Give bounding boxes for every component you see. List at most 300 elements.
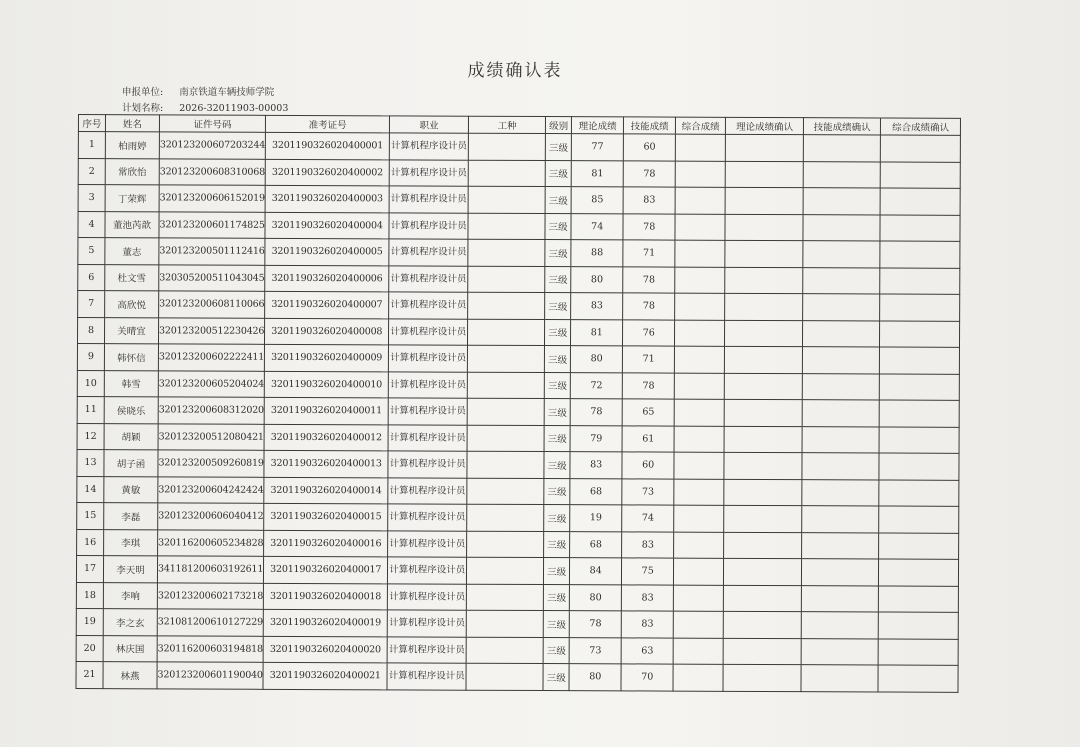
skill-score-cell: 71 (623, 240, 675, 267)
table-row (76, 608, 958, 638)
level-cell: 三级 (545, 293, 571, 320)
work-type-cell (468, 160, 545, 187)
occupation-cell: 计算机程序设计员 (389, 159, 468, 186)
skill-confirm-cell (802, 453, 879, 480)
id-number-cell: 320123200606040412 (158, 503, 264, 530)
occupation-cell: 计算机程序设计员 (387, 610, 466, 637)
row-number: 1 (78, 132, 105, 159)
work-type-cell (468, 319, 545, 346)
work-type-cell (468, 292, 545, 319)
level-cell: 三级 (545, 266, 571, 293)
combined-score-cell (675, 214, 725, 241)
skill-confirm-cell (802, 426, 879, 453)
theory-score-cell: 73 (569, 637, 621, 664)
work-type-cell (466, 663, 543, 690)
skill-score-cell: 73 (622, 478, 674, 505)
occupation-cell: 计算机程序设计员 (388, 477, 467, 504)
combined-score-cell (676, 134, 726, 161)
name-cell: 韩怀信 (104, 344, 158, 371)
name-cell: 林燕 (103, 662, 157, 689)
name-cell: 柏雨婷 (105, 132, 159, 159)
table-row (78, 158, 960, 188)
work-type-cell (468, 345, 545, 372)
skill-confirm-cell (802, 559, 879, 586)
theory-confirm-cell (724, 558, 802, 585)
skill-confirm-cell (802, 479, 879, 506)
combined-confirm-cell (880, 294, 960, 321)
skill-confirm-cell (803, 267, 880, 294)
name-cell: 韩雪 (104, 370, 158, 397)
table-row (78, 185, 960, 215)
work-type-cell (468, 239, 545, 266)
theory-confirm-cell (725, 320, 803, 347)
occupation-cell: 计算机程序设计员 (388, 557, 467, 584)
row-number: 5 (78, 238, 105, 265)
row-number: 4 (78, 211, 105, 238)
level-cell: 三级 (546, 134, 572, 161)
id-number-cell: 341181200603192611 (157, 556, 263, 583)
row-number: 17 (76, 555, 103, 582)
combined-score-cell (674, 452, 724, 479)
work-type-cell (467, 557, 544, 584)
combined-confirm-cell (879, 532, 959, 559)
theory-confirm-cell (723, 664, 801, 691)
row-number: 11 (77, 396, 104, 423)
combined-score-cell (674, 505, 724, 532)
skill-score-cell: 78 (623, 266, 675, 293)
theory-confirm-cell (725, 293, 803, 320)
level-cell: 三级 (544, 452, 570, 479)
name-cell: 董池芮歆 (105, 211, 159, 238)
skill-score-cell: 76 (623, 319, 675, 346)
name-cell: 关晴宜 (104, 317, 158, 344)
theory-confirm-cell (724, 532, 802, 559)
score-confirmation-table (75, 114, 961, 692)
combined-confirm-cell (878, 612, 958, 639)
combined-confirm-cell (879, 506, 959, 533)
id-number-cell: 320123200501112416 (159, 238, 265, 265)
column-header: 证件号码 (159, 115, 265, 132)
level-cell: 三级 (545, 346, 571, 373)
theory-confirm-cell (724, 373, 802, 400)
skill-score-cell: 70 (621, 664, 673, 691)
id-number-cell: 320123200608312020 (158, 397, 264, 424)
name-cell: 李之玄 (103, 609, 157, 636)
occupation-cell: 计算机程序设计员 (387, 663, 466, 690)
name-cell: 胡颖 (104, 423, 158, 450)
skill-score-cell: 75 (622, 558, 674, 585)
combined-confirm-cell (880, 241, 960, 268)
work-type-cell (467, 398, 544, 425)
row-number: 19 (76, 608, 103, 635)
skill-confirm-cell (802, 532, 879, 559)
occupation-cell: 计算机程序设计员 (389, 265, 468, 292)
row-number: 13 (77, 449, 104, 476)
skill-confirm-cell (801, 665, 878, 692)
occupation-cell: 计算机程序设计员 (389, 292, 468, 319)
theory-confirm-cell (723, 638, 801, 665)
row-number: 7 (78, 291, 105, 318)
skill-score-cell: 78 (623, 213, 675, 240)
column-header: 工种 (469, 116, 546, 133)
skill-confirm-cell (803, 241, 880, 268)
combined-score-cell (674, 426, 724, 453)
name-cell: 丁荣辉 (105, 185, 159, 212)
combined-score-cell (675, 240, 725, 267)
exam-number-cell: 3201190326020400005 (265, 238, 389, 265)
exam-number-cell: 3201190326020400001 (266, 132, 390, 159)
work-type-cell (466, 610, 543, 637)
level-cell: 三级 (544, 505, 570, 532)
exam-number-cell: 3201190326020400015 (264, 503, 388, 530)
column-header: 姓名 (105, 115, 159, 132)
skill-confirm-cell (803, 294, 880, 321)
id-number-cell: 320123200605204024 (158, 370, 264, 397)
name-cell: 侯晓乐 (104, 397, 158, 424)
theory-confirm-cell (724, 585, 802, 612)
combined-score-cell (673, 611, 723, 638)
level-cell: 三级 (545, 160, 571, 187)
work-type-cell (467, 372, 544, 399)
table-row (76, 582, 958, 612)
name-cell: 董志 (105, 238, 159, 265)
skill-score-cell: 74 (622, 505, 674, 532)
column-header: 综合成绩 (676, 117, 726, 134)
column-header: 技能成绩 (624, 117, 676, 134)
column-header: 技能成绩确认 (804, 118, 881, 135)
theory-score-cell: 68 (570, 531, 622, 558)
column-header: 序号 (78, 115, 105, 132)
theory-score-cell: 68 (570, 478, 622, 505)
table-row (77, 502, 959, 532)
occupation-cell: 计算机程序设计员 (389, 186, 468, 213)
skill-score-cell: 61 (622, 425, 674, 452)
exam-number-cell: 3201190326020400006 (265, 265, 389, 292)
theory-score-cell: 80 (571, 266, 623, 293)
skill-score-cell: 60 (622, 452, 674, 479)
level-cell: 三级 (543, 637, 569, 664)
skill-score-cell: 83 (622, 584, 674, 611)
document-title: 成绩确认表 (467, 61, 563, 81)
exam-number-cell: 3201190326020400002 (265, 159, 389, 186)
row-number: 18 (76, 582, 103, 609)
combined-score-cell (674, 585, 724, 612)
exam-number-cell: 3201190326020400011 (264, 397, 388, 424)
id-number-cell: 320116200605234828 (158, 529, 264, 556)
level-cell: 三级 (544, 584, 570, 611)
theory-score-cell: 83 (570, 452, 622, 479)
exam-number-cell: 3201190326020400021 (263, 662, 387, 689)
table-row (77, 370, 959, 400)
name-cell: 常欣怡 (105, 158, 159, 185)
exam-number-cell: 3201190326020400003 (265, 185, 389, 212)
work-type-cell (467, 504, 544, 531)
occupation-cell: 计算机程序设计员 (387, 636, 466, 663)
id-number-cell: 320123200607203244 (159, 132, 265, 159)
combined-score-cell (673, 638, 723, 665)
name-cell: 胡子函 (104, 450, 158, 477)
exam-number-cell: 3201190326020400013 (264, 450, 388, 477)
row-number: 12 (77, 423, 104, 450)
level-cell: 三级 (543, 611, 569, 638)
exam-number-cell: 3201190326020400009 (265, 344, 389, 371)
table-row (77, 344, 959, 374)
skill-confirm-cell (802, 585, 879, 612)
combined-confirm-cell (880, 347, 960, 374)
table-row (76, 635, 958, 665)
plan-name-value: 2026-32011903-00003 (179, 103, 289, 114)
name-cell: 李响 (103, 582, 157, 609)
level-cell: 三级 (544, 372, 570, 399)
level-cell: 三级 (544, 425, 570, 452)
skill-confirm-cell (801, 612, 878, 639)
theory-confirm-cell (726, 134, 804, 161)
row-number: 14 (77, 476, 104, 503)
name-cell: 杜文雪 (105, 264, 159, 291)
combined-score-cell (675, 267, 725, 294)
row-number: 6 (78, 264, 105, 291)
exam-number-cell: 3201190326020400019 (263, 609, 387, 636)
occupation-cell: 计算机程序设计员 (389, 345, 468, 372)
column-header: 职业 (390, 116, 469, 133)
skill-score-cell: 60 (624, 134, 676, 161)
table-row (77, 529, 959, 559)
row-number: 21 (76, 661, 103, 688)
theory-confirm-cell (725, 240, 803, 267)
table-row (78, 264, 960, 294)
table-row (77, 317, 959, 347)
exam-number-cell: 3201190326020400010 (264, 371, 388, 398)
level-cell: 三级 (545, 319, 571, 346)
theory-score-cell: 80 (570, 584, 622, 611)
name-cell: 李天明 (103, 556, 157, 583)
occupation-cell: 计算机程序设计员 (388, 583, 467, 610)
id-number-cell: 320123200512230426 (158, 317, 264, 344)
id-number-cell: 320305200511043045 (159, 264, 265, 291)
theory-confirm-cell (724, 479, 802, 506)
name-cell: 李琪 (104, 529, 158, 556)
theory-score-cell: 19 (570, 505, 622, 532)
id-number-cell: 320123200601190040 (157, 662, 263, 689)
work-type-cell (466, 637, 543, 664)
combined-score-cell (674, 558, 724, 585)
theory-score-cell: 85 (571, 187, 623, 214)
work-type-cell (467, 451, 544, 478)
column-header: 准考证号 (266, 115, 390, 133)
theory-score-cell: 84 (570, 558, 622, 585)
id-number-cell: 320123200602222411 (158, 344, 264, 371)
skill-score-cell: 78 (623, 160, 675, 187)
table-row (78, 132, 960, 162)
row-number: 20 (76, 635, 103, 662)
combined-confirm-cell (879, 374, 959, 401)
combined-confirm-cell (879, 400, 959, 427)
id-number-cell: 320123200606152019 (159, 185, 265, 212)
table-row (78, 291, 960, 321)
level-cell: 三级 (545, 240, 571, 267)
work-type-cell (468, 266, 545, 293)
combined-confirm-cell (881, 135, 961, 162)
skill-score-cell: 63 (621, 637, 673, 664)
column-header: 理论成绩 (572, 117, 624, 134)
row-number: 10 (77, 370, 104, 397)
skill-confirm-cell (802, 373, 879, 400)
occupation-cell: 计算机程序设计员 (388, 371, 467, 398)
row-number: 16 (77, 529, 104, 556)
table-row (77, 423, 959, 453)
occupation-cell: 计算机程序设计员 (388, 451, 467, 478)
skill-score-cell: 78 (622, 372, 674, 399)
combined-score-cell (674, 399, 724, 426)
combined-confirm-cell (879, 479, 959, 506)
theory-confirm-cell (725, 346, 803, 373)
work-type-cell (467, 478, 544, 505)
theory-confirm-cell (725, 267, 803, 294)
combined-confirm-cell (879, 585, 959, 612)
exam-number-cell: 3201190326020400016 (264, 530, 388, 557)
exam-number-cell: 3201190326020400018 (264, 583, 388, 610)
combined-score-cell (675, 346, 725, 373)
name-cell: 高欣悦 (105, 291, 159, 318)
occupation-cell: 计算机程序设计员 (389, 212, 468, 239)
exam-number-cell: 3201190326020400014 (264, 477, 388, 504)
theory-confirm-cell (724, 452, 802, 479)
skill-confirm-cell (802, 506, 879, 533)
occupation-cell: 计算机程序设计员 (389, 239, 468, 266)
exam-number-cell: 3201190326020400008 (265, 318, 389, 345)
theory-score-cell: 80 (571, 346, 623, 373)
level-cell: 三级 (543, 664, 569, 691)
theory-confirm-cell (724, 399, 802, 426)
combined-confirm-cell (879, 559, 959, 586)
exam-number-cell: 3201190326020400020 (263, 636, 387, 663)
id-number-cell: 320116200603194818 (157, 635, 263, 662)
level-cell: 三级 (545, 187, 571, 214)
id-number-cell: 321081200610127229 (157, 609, 263, 636)
theory-score-cell: 72 (570, 372, 622, 399)
combined-confirm-cell (880, 188, 960, 215)
work-type-cell (469, 133, 546, 160)
theory-confirm-cell (724, 505, 802, 532)
combined-score-cell (675, 293, 725, 320)
theory-confirm-cell (725, 214, 803, 241)
theory-score-cell: 80 (569, 664, 621, 691)
level-cell: 三级 (544, 399, 570, 426)
combined-score-cell (674, 532, 724, 559)
theory-confirm-cell (724, 426, 802, 453)
level-cell: 三级 (545, 213, 571, 240)
skill-confirm-cell (804, 135, 881, 162)
skill-confirm-cell (801, 638, 878, 665)
id-number-cell: 320123200604242424 (158, 476, 264, 503)
theory-score-cell: 83 (571, 293, 623, 320)
level-cell: 三级 (544, 558, 570, 585)
theory-score-cell: 78 (569, 611, 621, 638)
work-type-cell (467, 531, 544, 558)
theory-score-cell: 79 (570, 425, 622, 452)
occupation-cell: 计算机程序设计员 (388, 424, 467, 451)
combined-score-cell (674, 373, 724, 400)
level-cell: 三级 (544, 531, 570, 558)
work-type-cell (468, 213, 545, 240)
name-cell: 林庆国 (103, 635, 157, 662)
work-type-cell (467, 425, 544, 452)
id-number-cell: 320123200512080421 (158, 423, 264, 450)
skill-confirm-cell (802, 400, 879, 427)
skill-score-cell: 83 (621, 611, 673, 638)
work-type-cell (467, 584, 544, 611)
combined-confirm-cell (878, 638, 958, 665)
exam-number-cell: 3201190326020400017 (264, 556, 388, 583)
combined-score-cell (675, 187, 725, 214)
row-number: 2 (78, 158, 105, 185)
skill-confirm-cell (803, 214, 880, 241)
skill-score-cell: 83 (622, 531, 674, 558)
exam-number-cell: 3201190326020400007 (265, 291, 389, 318)
combined-confirm-cell (880, 321, 960, 348)
plan-name-label: 计划名称: (122, 103, 164, 114)
combined-confirm-cell (879, 426, 959, 453)
combined-confirm-cell (880, 215, 960, 242)
skill-confirm-cell (803, 347, 880, 374)
id-number-cell: 320123200602173218 (157, 582, 263, 609)
column-header: 级别 (546, 117, 572, 134)
theory-score-cell: 81 (571, 160, 623, 187)
combined-confirm-cell (880, 162, 960, 189)
theory-score-cell: 81 (571, 319, 623, 346)
combined-score-cell (675, 161, 725, 188)
combined-confirm-cell (878, 665, 958, 692)
id-number-cell: 320123200608110066 (159, 291, 265, 318)
applicant-unit-line (122, 84, 274, 98)
combined-score-cell (674, 479, 724, 506)
exam-number-cell: 3201190326020400012 (264, 424, 388, 451)
table-row (78, 211, 960, 241)
skill-score-cell: 65 (622, 399, 674, 426)
skill-confirm-cell (803, 161, 880, 188)
row-number: 9 (77, 344, 104, 371)
skill-score-cell: 83 (623, 187, 675, 214)
table-row (77, 396, 959, 426)
table-row (76, 661, 958, 691)
theory-confirm-cell (723, 611, 801, 638)
combined-confirm-cell (880, 268, 960, 295)
skill-score-cell: 71 (623, 346, 675, 373)
name-cell: 黄敏 (104, 476, 158, 503)
row-number: 3 (78, 185, 105, 212)
table-row (77, 476, 959, 506)
occupation-cell: 计算机程序设计员 (389, 318, 468, 345)
theory-score-cell: 78 (570, 399, 622, 426)
id-number-cell: 320123200608310068 (159, 158, 265, 185)
plan-name-line (122, 100, 288, 114)
occupation-cell: 计算机程序设计员 (388, 398, 467, 425)
occupation-cell: 计算机程序设计员 (388, 530, 467, 557)
combined-confirm-cell (879, 453, 959, 480)
skill-confirm-cell (803, 320, 880, 347)
table-row (77, 449, 959, 479)
theory-score-cell: 74 (571, 213, 623, 240)
id-number-cell: 320123200509260819 (158, 450, 264, 477)
name-cell: 李磊 (104, 503, 158, 530)
level-cell: 三级 (544, 478, 570, 505)
table-row (76, 555, 958, 585)
work-type-cell (468, 186, 545, 213)
theory-score-cell: 77 (572, 134, 624, 161)
applicant-unit-label: 申报单位: (122, 87, 164, 98)
theory-confirm-cell (725, 187, 803, 214)
row-number: 8 (77, 317, 104, 344)
